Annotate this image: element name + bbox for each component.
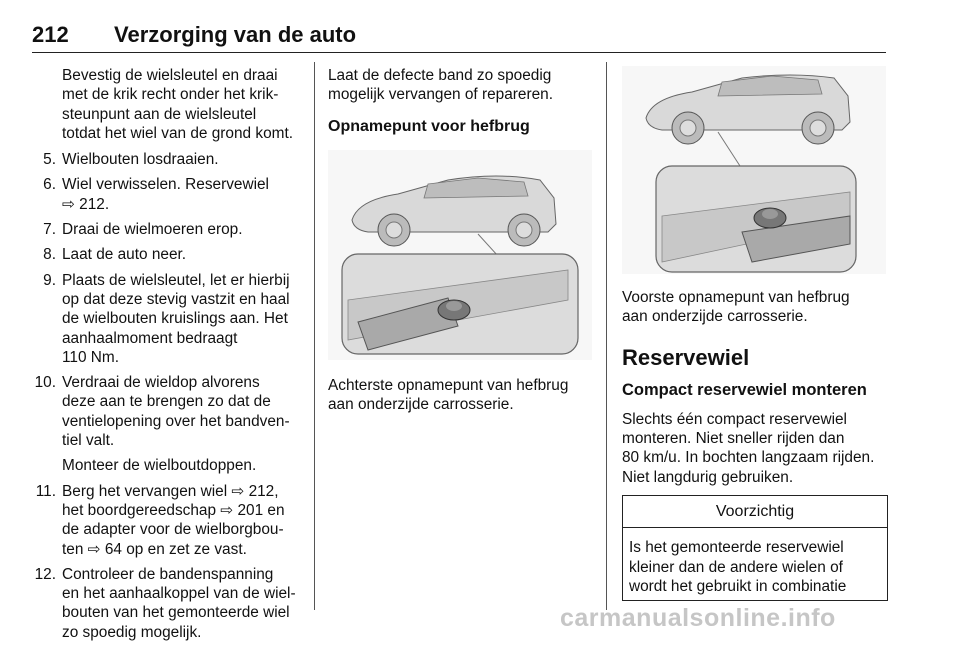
text-line: op dat deze stevig vastzit en haal (62, 290, 290, 308)
text-line: de wielbouten kruislings aan. Het (62, 310, 288, 328)
column-2 (328, 66, 598, 414)
text-line: Laat de defecte band zo spoedig (328, 67, 552, 84)
step-number: 5. (43, 151, 56, 169)
page-reference-link[interactable]: ten ⇨ 64 op en zet ze vast. (62, 540, 247, 558)
step-11 (32, 482, 302, 559)
text-line: 110 Nm. (62, 348, 120, 366)
step-number: 12. (34, 565, 56, 583)
page-reference-link[interactable]: het boordgereedschap ⇨ 201 en (62, 501, 285, 519)
step-number: 7. (43, 221, 56, 239)
text-line: Niet langdurig gebruiken. (622, 468, 794, 486)
intro-paragraph (328, 66, 598, 105)
text-line: aanhaalmoment bedraagt (62, 329, 238, 347)
rear-lift-point-illustration (328, 150, 592, 360)
header-rule (32, 52, 886, 53)
text-line: Slechts één compact reservewiel (622, 410, 847, 428)
text-line: kleiner dan de andere wielen of (629, 558, 843, 576)
text-line: ventielopening over het bandven- (62, 412, 290, 430)
text-line: aan onderzijde carrosserie. (328, 396, 514, 414)
step-number: 11. (35, 482, 56, 500)
text-line: aan onderzijde carrosserie. (622, 308, 808, 326)
subsection-title: Compact reservewiel monteren (622, 380, 867, 399)
caution-box (622, 495, 888, 601)
intro-paragraph (32, 66, 302, 143)
text-line: en het aanhaalkoppel van de wiel- (62, 585, 296, 603)
text-line: Plaats de wielsleutel, let er hierbij (62, 271, 290, 289)
step-7 (32, 220, 302, 239)
column-3 (622, 66, 888, 601)
text-line: monteren. Niet sneller rijden dan (622, 430, 845, 448)
column-divider-right (606, 62, 607, 610)
step-5 (32, 150, 302, 169)
text-line: bouten van het gemonteerde wiel (62, 604, 290, 622)
step-10 (32, 373, 302, 450)
text-line: Verdraai de wieldop alvorens (62, 374, 260, 392)
text-line: zo spoedig mogelijk. (62, 623, 202, 641)
body-paragraph (622, 410, 888, 487)
text-line: Voorste opnamepunt van hefbrug (622, 289, 850, 306)
step-9 (32, 271, 302, 367)
text-line: mogelijk vervangen of repareren. (328, 86, 553, 104)
page-reference-link[interactable]: ⇨ 212. (62, 195, 110, 213)
text-line: Controleer de bandenspanning (62, 565, 274, 583)
caution-title: Voorzichtig (623, 496, 887, 528)
column-1 (32, 66, 302, 648)
text-line: Wielbouten losdraaien. (62, 151, 219, 169)
step-6 (32, 175, 302, 214)
step-10-note (32, 456, 302, 475)
watermark-text: carmanualsonline.info (560, 604, 836, 632)
text-line: steunpunt aan de wielsleutel (62, 105, 257, 123)
column-divider-left (314, 62, 315, 610)
text-line: Laat de auto neer. (62, 246, 187, 264)
caution-body (623, 528, 887, 600)
page-number: 212 (32, 22, 69, 47)
section-heading: Opnamepunt voor hefbrug (328, 117, 530, 135)
step-number: 6. (43, 176, 56, 194)
text-line: de adapter voor de wielborgbou- (62, 521, 284, 539)
car-lift-point-drawing (328, 150, 592, 360)
text-line: totdat het wiel van de grond komt. (62, 124, 293, 142)
text-line: Is het gemonteerde reservewiel (629, 539, 844, 557)
step-8 (32, 245, 302, 264)
text-line: deze aan te brengen zo dat de (62, 393, 271, 411)
front-lift-point-illustration (622, 66, 886, 274)
text-line: Wiel verwisselen. Reservewiel (62, 176, 269, 194)
text-line: Achterste opnamepunt van hefbrug (328, 376, 569, 394)
text-line: Draai de wielmoeren erop. (62, 221, 243, 239)
car-lift-point-drawing (622, 66, 886, 274)
text-line: Bevestig de wielsleutel en draai (62, 67, 278, 84)
text-line: wordt het gebruikt in combinatie (629, 577, 847, 595)
step-number: 10. (34, 374, 56, 392)
step-number: 9. (43, 271, 56, 289)
text-line: tiel valt. (62, 432, 115, 450)
text-line: Monteer de wielboutdoppen. (62, 457, 257, 475)
step-12 (32, 565, 302, 642)
step-number: 8. (43, 246, 56, 264)
text-line: met de krik recht onder het krik- (62, 86, 279, 104)
figure-caption (328, 376, 598, 415)
page-title: Verzorging van de auto (114, 22, 357, 47)
section-title: Reservewiel (622, 344, 750, 370)
figure-caption (622, 288, 888, 327)
page-reference-link[interactable]: Berg het vervangen wiel ⇨ 212, (62, 482, 279, 500)
text-line: 80 km/u. In bochten langzaam rijden. (622, 449, 875, 467)
